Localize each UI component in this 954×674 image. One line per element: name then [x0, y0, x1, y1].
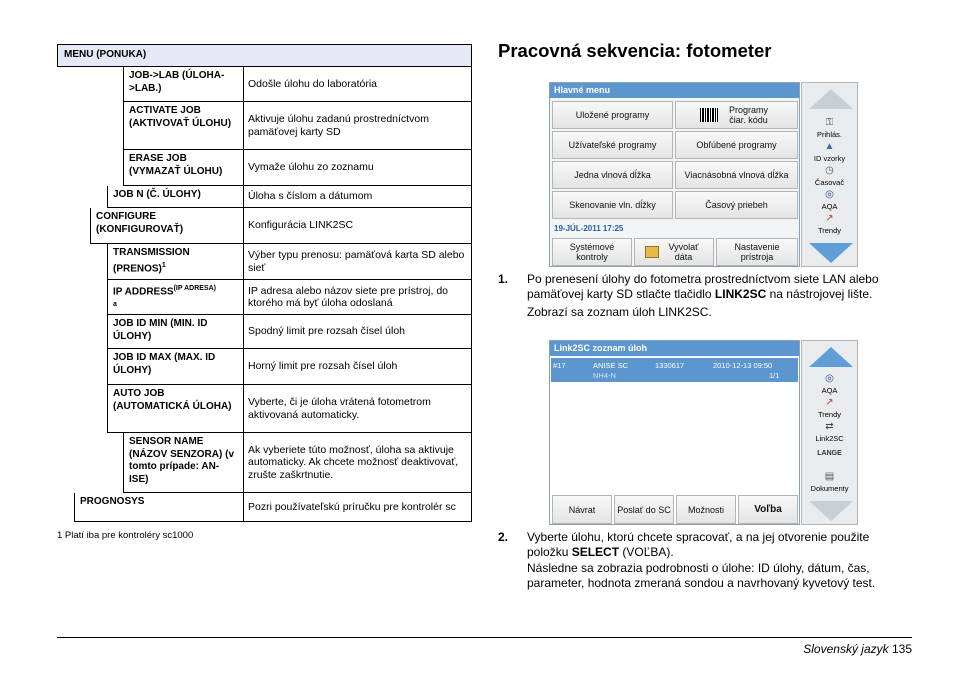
side-login-label: Prihlás. [816, 130, 842, 139]
step-1-bold: LINK2SC [714, 286, 767, 301]
menu-option-name [74, 493, 244, 522]
description-text: IP adresa alebo názov siete pre prístroj, do ktorého má byť úloha odoslaná [248, 284, 449, 309]
description-text: Pozri používateľskú príručku pre kontrolér sc [248, 500, 456, 513]
btn-time-course[interactable]: Časový priebeh [675, 191, 798, 219]
footnote: 1 Platí iba pre kontroléry sc1000 [57, 530, 194, 541]
step-2-bold: SELECT [571, 544, 620, 559]
step-2-note: Následne sa zobrazia podrobnosti o úlohe: ID úlohy, dátum, čas, parameter, hodnota zmeraná sondou a navrhovaný kyvetový test. [527, 561, 876, 590]
table-row [57, 315, 472, 349]
menu-table [57, 44, 472, 522]
menu-option-name [107, 280, 244, 315]
btn-favorite-programs[interactable]: Obľúbené programy [675, 131, 798, 159]
side-toolbar-1 [801, 82, 858, 267]
option-name-text: PROGNOSYS [80, 496, 145, 507]
link2sc-screen [549, 340, 800, 525]
indent-spacer [57, 385, 107, 433]
menu-option-description [244, 102, 472, 150]
name-tail: a [113, 300, 117, 308]
job-name: ANISE SC [593, 361, 629, 370]
menu-option-name [123, 102, 244, 150]
page-number: 135 [891, 642, 912, 656]
step-2-pre: Vyberte úlohu, ktorú chcete spracovať, a na jej otvorenie použite položku [527, 530, 870, 559]
table-row [57, 186, 472, 208]
menu-option-name [107, 244, 244, 280]
side-aqa[interactable] [804, 189, 855, 211]
aqa-icon-2: ◎ [825, 373, 834, 384]
description-text: Výber typu prenosu: pamäťová karta SD alebo sieť [248, 249, 465, 274]
table-row [57, 493, 472, 522]
table-row [57, 349, 472, 385]
btn-instrument-setup[interactable]: Nastavenie prístroja [716, 238, 798, 266]
side-sample-id[interactable] [804, 141, 855, 163]
side-link2sc-label: Link2SC [815, 434, 844, 443]
table-row [57, 67, 472, 102]
step-2-number: 2. [498, 530, 509, 544]
login-icon: ⚿ [825, 117, 834, 128]
indent-spacer [57, 349, 107, 385]
option-name-text: ACTIVATE JOB (AKTIVOVAŤ ÚLOHU) [129, 105, 232, 129]
btn-barcode-label: Programy čiar. kódu [728, 105, 768, 125]
job-date: 2010-12-13 09:50 [713, 361, 773, 370]
job-param: NH4-N [593, 371, 616, 380]
side-aqa-2-label: AQA [821, 386, 838, 395]
side-timer-label: Časovač [814, 178, 845, 187]
section-title: Pracovná sekvencia: fotometer [498, 40, 772, 61]
option-name-text: ERASE JOB (VYMAZAŤ ÚLOHU) [129, 153, 223, 177]
option-name-text: IP ADDRESS [113, 286, 174, 298]
menu-option-description [244, 493, 472, 522]
step-2 [498, 530, 918, 592]
indent-spacer [57, 67, 123, 102]
description-text: Konfigurácia LINK2SC [248, 219, 354, 232]
menu-option-description [244, 349, 472, 385]
description-text: Ak vyberiete túto možnosť, úloha sa aktivuje automaticky. Ak chcete možnosť deaktivovať, zrušte zaškrtnutie. [248, 443, 459, 481]
side-trends-2-label: Trendy [817, 410, 842, 419]
side-aqa-label: AQA [821, 202, 838, 211]
step-2-post: (VOĽBA). [619, 544, 674, 559]
table-row [57, 244, 472, 280]
step-2-text [527, 530, 909, 559]
menu-option-description [244, 186, 472, 208]
menu-option-description [244, 280, 472, 315]
btn-single-wavelength[interactable]: Jedna vlnová dĺžka [552, 161, 673, 189]
menu-option-description [244, 208, 472, 244]
indent-spacer [57, 315, 107, 349]
side-trends[interactable] [804, 213, 855, 235]
folder-icon [645, 246, 659, 258]
menu-option-name [90, 208, 244, 244]
indent-spacer [57, 102, 123, 150]
btn-user-programs[interactable]: Užívateľské programy [552, 131, 673, 159]
footer-divider [57, 637, 912, 638]
step-1 [498, 272, 918, 322]
side-timer[interactable] [804, 165, 855, 187]
lange-logo: LANGE [817, 450, 842, 457]
scroll-up-arrow-2[interactable] [809, 347, 853, 367]
scroll-up-arrow[interactable] [809, 89, 853, 109]
indent-spacer [57, 208, 90, 244]
indent-spacer [57, 244, 107, 280]
btn-multi-wavelength[interactable]: Viacnásobná vlnová dĺžka [675, 161, 798, 189]
option-name-text: JOB ID MAX (MAX. ID ÚLOHY) [113, 352, 216, 376]
menu-option-name [107, 349, 244, 385]
option-name-text: JOB ID MIN (MIN. ID ÚLOHY) [113, 318, 208, 342]
btn-recall-data[interactable] [634, 238, 714, 266]
trend-icon-2: ↗ [825, 397, 834, 408]
table-row [57, 208, 472, 244]
btn-back[interactable]: Návrat [552, 495, 612, 524]
btn-saved-programs[interactable]: Uložené programy [552, 101, 673, 129]
table-row [57, 280, 472, 315]
option-name-text: TRANSMISSION (PRENOS) [113, 247, 190, 274]
menu-option-name [123, 433, 244, 493]
menu-option-description [244, 315, 472, 349]
sample-id-icon: ▲ [824, 141, 835, 152]
btn-recall-label: Vyvolať dáta [668, 242, 699, 262]
barcode-icon [700, 108, 718, 122]
menu-option-name [123, 150, 244, 186]
menu-option-name [107, 315, 244, 349]
step-1-number: 1. [498, 272, 509, 286]
menu-option-name [123, 67, 244, 102]
btn-barcode-programs[interactable] [675, 101, 798, 129]
menu-option-name [107, 385, 244, 433]
indent-spacer [57, 150, 123, 186]
btn-send-to-sc[interactable]: Poslať do SC [614, 495, 674, 524]
indent-spacer [57, 186, 107, 208]
superscript: 1 [161, 261, 166, 269]
timer-icon: ◷ [825, 165, 834, 176]
option-name-text: SENSOR NAME (NÁZOV SENZORA) (v tomto prípade: AN-ISE) [129, 436, 234, 485]
document-icon: ▤ [824, 471, 835, 482]
table-row [57, 433, 472, 493]
date-time: 19-JÚL-2011 17:25 [554, 224, 624, 233]
step-1-post: na nástrojovej lište. [766, 286, 873, 301]
side-sample-id-label: ID vzorky [813, 154, 846, 163]
screen-title: Hlavné menu [550, 83, 799, 98]
menu-option-description [244, 385, 472, 433]
indent-spacer [57, 433, 123, 493]
description-text: Vymaže úlohu zo zoznamu [248, 161, 374, 174]
table-header: MENU (PONUKA) [57, 44, 472, 67]
btn-select[interactable]: Voľba [738, 495, 798, 524]
page-footer [803, 642, 912, 656]
description-text: Vyberte, či je úloha vrátená fotometrom aktivovaná automaticky. [248, 396, 431, 421]
job-row[interactable] [551, 358, 798, 382]
screen2-title: Link2SC zoznam úloh [550, 341, 799, 356]
table-row [57, 150, 472, 186]
menu-option-description [244, 150, 472, 186]
option-name-text: AUTO JOB (AUTOMATICKÁ ÚLOHA) [113, 388, 232, 412]
side-lange[interactable] [804, 450, 855, 457]
description-text: Úloha s číslom a dátumom [248, 190, 373, 203]
table-row [57, 385, 472, 433]
btn-system-checks[interactable]: Systémové kontroly [552, 238, 632, 266]
menu-option-description [244, 244, 472, 280]
scroll-down-arrow-2[interactable] [809, 501, 853, 521]
step-1-text [527, 272, 909, 301]
scroll-down-arrow[interactable] [809, 243, 853, 263]
trend-icon: ↗ [825, 213, 834, 224]
menu-option-description [244, 67, 472, 102]
side-login[interactable] [804, 117, 855, 139]
option-name-text: CONFIGURE (KONFIGUROVAŤ) [96, 211, 184, 235]
link2sc-icon: ⇄ [825, 421, 834, 432]
table-row [57, 102, 472, 150]
side-trends-label: Trendy [817, 226, 842, 235]
side-link2sc[interactable] [804, 421, 855, 443]
job-page: 1/1 [769, 371, 780, 380]
step-1-pre: Po prenesení úlohy do fotometra prostredníctvom siete LAN alebo pamäťovej karty SD stlačte tlačidlo [527, 272, 879, 301]
side-trends-2[interactable] [804, 397, 855, 419]
aqa-icon: ◎ [825, 189, 834, 200]
job-number: 1330617 [655, 361, 685, 370]
indent-spacer [57, 280, 107, 315]
side-toolbar-2 [801, 340, 858, 525]
btn-options[interactable]: Možnosti [676, 495, 736, 524]
superscript: (IP ADRESA) [173, 285, 216, 292]
menu-option-name [107, 186, 244, 208]
description-text: Odošle úlohu do laboratória [248, 77, 378, 90]
btn-wavelength-scan[interactable]: Skenovanie vln. dĺžky [552, 191, 673, 219]
menu-option-description [244, 433, 472, 493]
indent-spacer [57, 493, 74, 522]
description-text: Aktivuje úlohu zadanú prostredníctvom pamäťovej karty SD [248, 113, 429, 138]
option-name-text: JOB N (Č. ÚLOHY) [113, 189, 201, 200]
footer-language: Slovenský jazyk [803, 642, 889, 656]
job-id: #17 [553, 361, 566, 370]
step-1-note: Zobrazí sa zoznam úloh LINK2SC. [527, 305, 712, 319]
description-text: Horný limit pre rozsah čísel úloh [248, 360, 398, 373]
side-documents[interactable] [804, 471, 855, 493]
side-documents-label: Dokumenty [810, 484, 849, 493]
side-aqa-2[interactable] [804, 373, 855, 395]
option-name-text: JOB->LAB (ÚLOHA->LAB.) [129, 70, 225, 94]
description-text: Spodný limit pre rozsah čísel úloh [248, 325, 405, 338]
main-menu-screen [549, 82, 800, 267]
